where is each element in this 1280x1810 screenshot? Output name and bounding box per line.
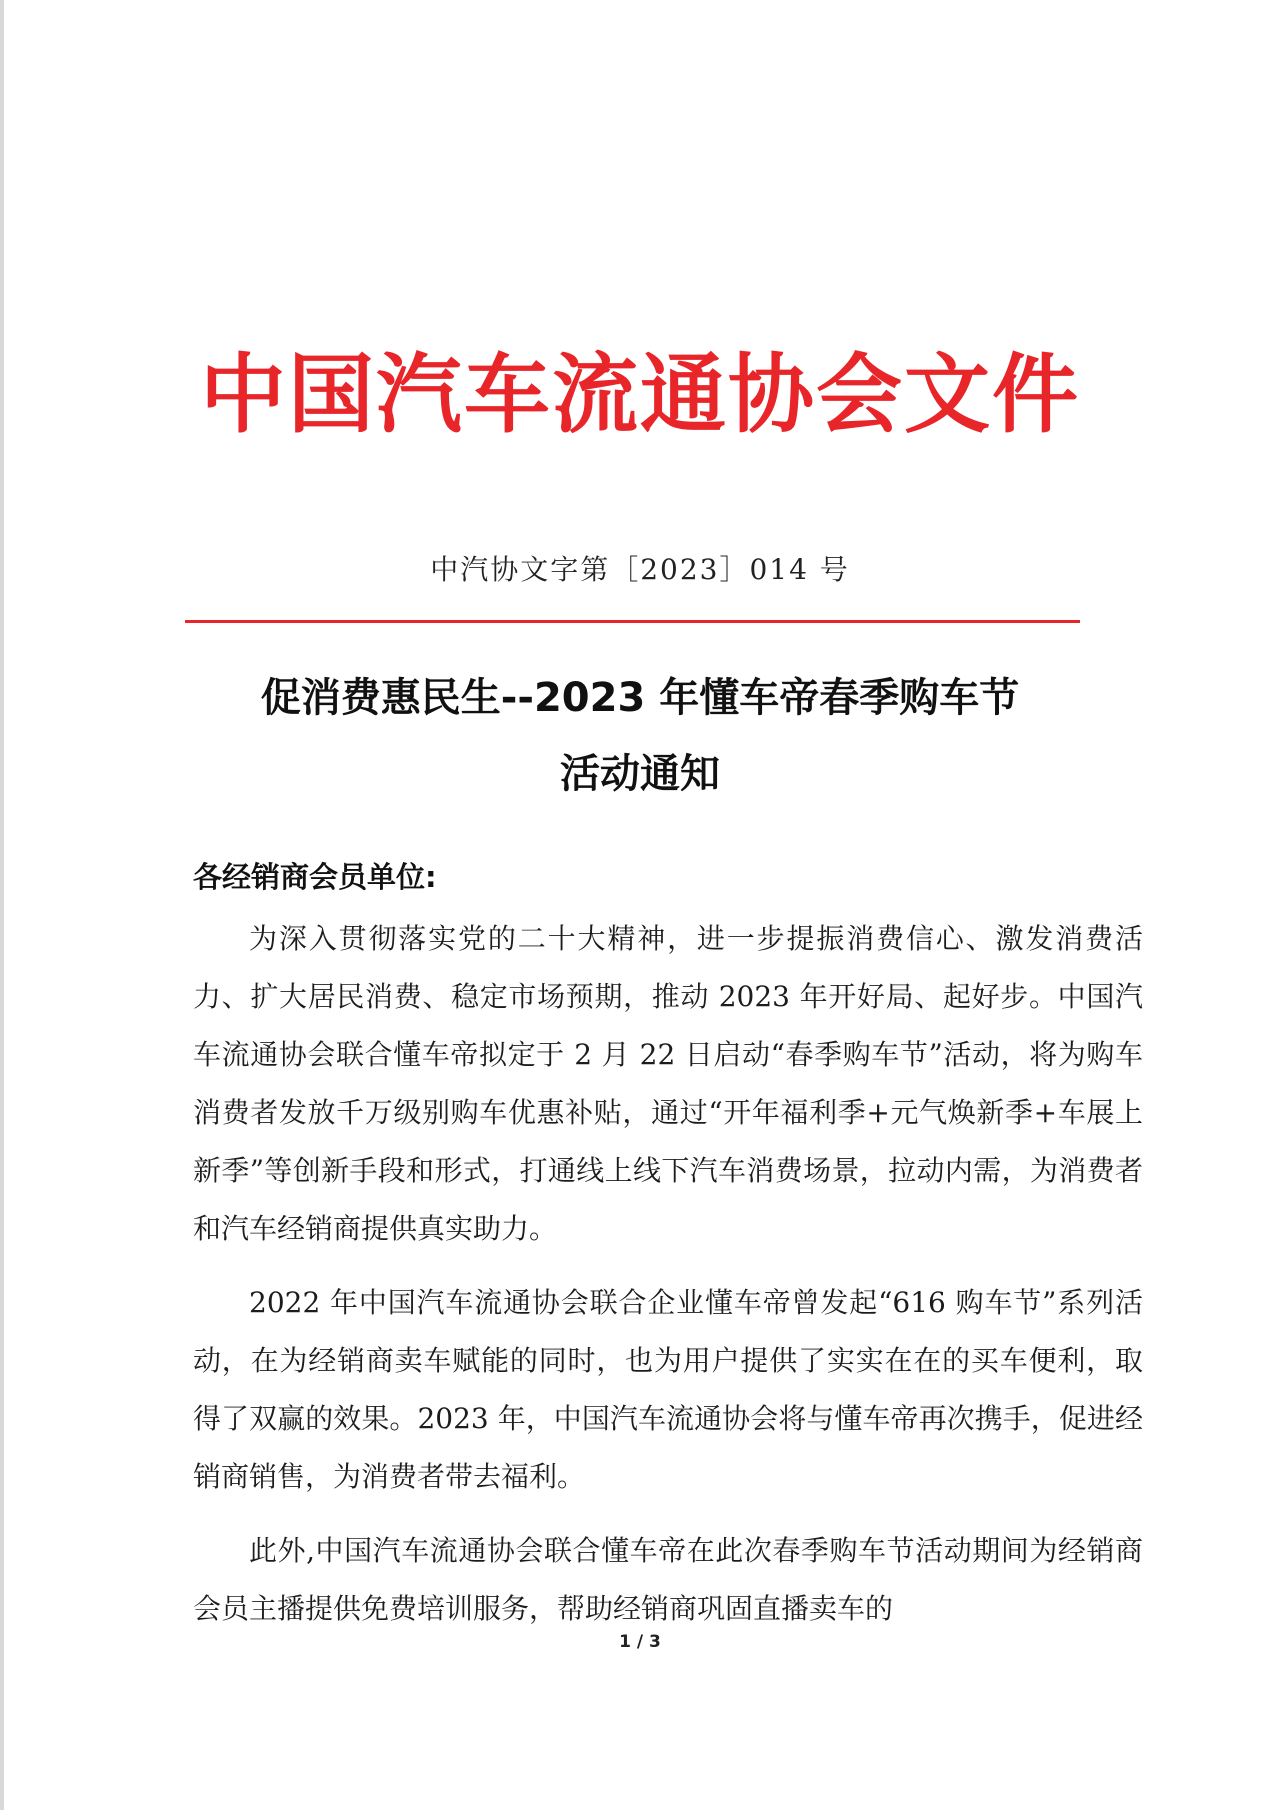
notice-title-line-2: 活动通知 <box>560 751 720 797</box>
letterhead-title: 中国汽车流通协会文件 <box>200 345 1080 445</box>
paragraph-2: 2022 年中国汽车流通协会联合企业懂车帝曾发起“616 购车节”系列活动，在为经销商卖车赋能的同时，也为用户提供了实实在在的买车便利，取得了双赢的效果。2023 年，中国汽车流通协会将与懂车帝再次携手，促进经销商销售，为消费者带去福利。 <box>193 1286 1143 1493</box>
paragraph-3: 此外,中国汽车流通协会联合懂车帝在此次春季购车节活动期间为经销商会员主播提供免费培训服务，帮助经销商巩固直播卖车的 <box>193 1534 1143 1625</box>
body-text <box>193 910 1143 1654</box>
notice-title <box>0 660 1280 812</box>
paragraph-1: 为深入贯彻落实党的二十大精神，进一步提振消费信心、激发消费活力、扩大居民消费、稳定市场预期，推动 2023 年开好局、起好步。中国汽车流通协会联合懂车帝拟定于 2 月 22 日启动“春季购车节”活动，将为购车消费者发放千万级别购车优惠补贴，通过“开年福利季+元气焕新季+车展上新季”等创新手段和形式，打通线上线下汽车消费场景，拉动内需，为消费者和汽车经销商提供真实助力。 <box>193 922 1143 1245</box>
salutation: 各经销商会员单位: <box>193 860 437 894</box>
document-number: 中汽协文字第［2023］014 号 <box>430 553 850 586</box>
red-divider <box>185 620 1080 623</box>
notice-title-line-1: 促消费惠民生--2023 年懂车帝春季购车节 <box>260 675 1020 721</box>
page-edge <box>0 0 4 1810</box>
page-number: 1 / 3 <box>619 1632 661 1652</box>
